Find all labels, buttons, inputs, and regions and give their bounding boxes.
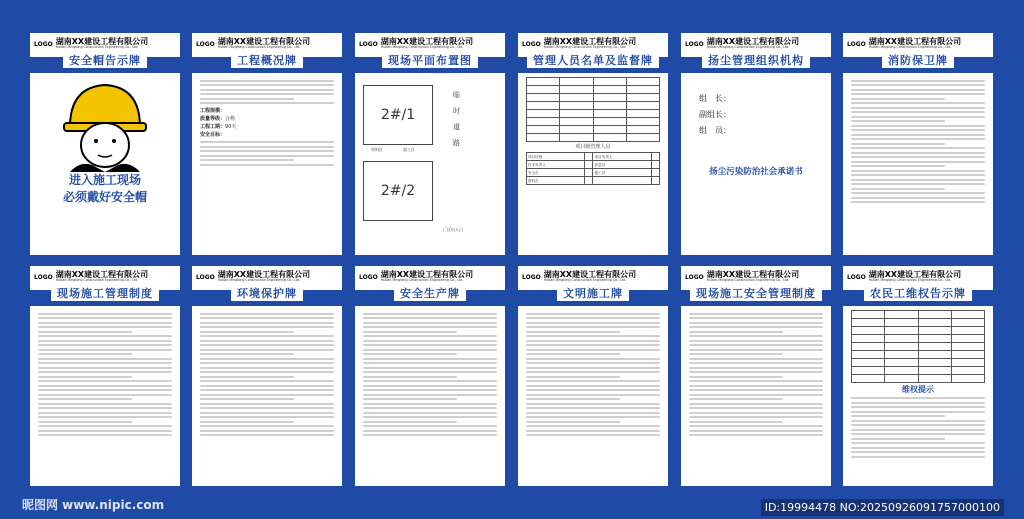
cell: 质量员 <box>593 161 651 169</box>
text-line <box>363 344 497 346</box>
company-name: 湖南XX建设工程有限公司 <box>706 270 800 280</box>
text-line <box>200 93 334 95</box>
company-name-en: HuNan Mingtong Construction Engineering Co., Ltd. <box>868 278 952 283</box>
text-line <box>526 358 660 360</box>
panel-title: 农民工维权告示牌 <box>864 285 972 301</box>
text-line <box>200 326 334 328</box>
company-name-en: HuNan Mingtong Construction Engineering Co., Ltd. <box>380 45 464 50</box>
panel-title: 安全生产牌 <box>394 285 466 301</box>
company-name: 湖南XX建设工程有限公司 <box>706 37 800 47</box>
text-line <box>38 398 132 400</box>
text-line <box>689 412 823 414</box>
text-line <box>363 421 457 423</box>
text-line <box>689 376 783 378</box>
road-label: 临时道路 <box>453 91 460 147</box>
text-line <box>851 197 985 199</box>
text-line <box>689 380 823 382</box>
kv-value: 90天 <box>225 123 237 130</box>
gate-label: 厂区出入口 <box>443 227 463 232</box>
sign-panel <box>518 33 668 255</box>
logo-text: LOGO <box>359 273 378 281</box>
panel-body <box>526 77 660 249</box>
text-line <box>851 161 985 163</box>
text-line <box>851 156 985 158</box>
text-line <box>363 389 497 391</box>
text-line <box>38 349 172 351</box>
text-line <box>200 89 334 91</box>
text-line <box>363 335 497 337</box>
company-name: 湖南XX建设工程有限公司 <box>543 37 637 47</box>
watermark-right: ID:19994478 NO:20250926091757000100 <box>761 499 1004 516</box>
text-line <box>38 331 132 333</box>
text-line <box>200 344 334 346</box>
text-line <box>200 155 334 157</box>
text-line <box>38 358 172 360</box>
text-line <box>689 317 823 319</box>
text-line <box>526 353 620 355</box>
text-line <box>200 331 294 333</box>
text-line <box>38 394 172 396</box>
company-name: 湖南XX建设工程有限公司 <box>868 270 962 280</box>
company-name: 湖南XX建设工程有限公司 <box>217 37 311 47</box>
company-name-en: HuNan Mingtong Construction Engineering Co., Ltd. <box>543 278 627 283</box>
text-line <box>689 407 823 409</box>
text-line <box>363 313 497 315</box>
panel-title: 工程概况牌 <box>231 52 303 68</box>
text-line <box>689 434 823 436</box>
text-line <box>689 322 823 324</box>
text-line <box>851 138 985 140</box>
text-line <box>200 412 334 414</box>
sign-panel <box>681 266 831 486</box>
text-line <box>200 407 334 409</box>
logo-text: LOGO <box>196 273 215 281</box>
text-line <box>200 371 334 373</box>
sign-panel <box>355 33 505 255</box>
text-line <box>38 385 172 387</box>
text-line <box>363 362 497 364</box>
text-line <box>200 146 334 148</box>
text-line <box>851 442 985 444</box>
text-line <box>200 353 294 355</box>
text-line <box>38 430 172 432</box>
text-line <box>200 358 334 360</box>
panel-body <box>363 310 497 480</box>
text-line <box>200 434 334 436</box>
panel-title: 现场施工管理制度 <box>51 285 159 301</box>
company-name: 湖南XX建设工程有限公司 <box>55 270 149 280</box>
sign-panel <box>30 33 180 255</box>
kv-key: 工程工期： <box>200 123 226 130</box>
text-line <box>689 403 823 405</box>
text-line <box>851 411 985 413</box>
text-line <box>363 430 497 432</box>
cell: 项目负责人 <box>593 153 651 161</box>
text-line <box>363 425 497 427</box>
text-line <box>200 335 334 337</box>
text-line <box>526 371 660 373</box>
text-line <box>526 389 660 391</box>
text-line <box>363 353 457 355</box>
text-line <box>851 125 985 127</box>
panel-body <box>851 310 985 480</box>
building-block-1: 2#/1 <box>363 85 433 145</box>
text-line <box>851 120 945 122</box>
text-line <box>363 358 497 360</box>
company-name: 湖南XX建设工程有限公司 <box>380 37 474 47</box>
text-line <box>38 313 172 315</box>
text-line <box>689 362 823 364</box>
text-line <box>851 447 985 449</box>
watermark-left: 昵图网 www.nipic.com <box>22 498 165 512</box>
text-line <box>689 353 783 355</box>
text-line <box>851 420 985 422</box>
sign-panel <box>30 266 180 486</box>
sign-panel <box>192 266 342 486</box>
staff-table-2 <box>526 152 660 185</box>
text-line <box>363 394 497 396</box>
logo-text: LOGO <box>847 40 866 48</box>
text-line <box>363 416 497 418</box>
sign-panel <box>681 33 831 255</box>
text-line <box>851 84 985 86</box>
text-line <box>38 376 132 378</box>
text-line <box>526 430 660 432</box>
text-line <box>851 433 985 435</box>
text-line <box>689 394 823 396</box>
logo-text: LOGO <box>847 273 866 281</box>
text-line <box>363 376 457 378</box>
kv-value: 合格 <box>225 115 236 122</box>
text-line <box>526 331 620 333</box>
text-line <box>363 434 497 436</box>
sign-panel <box>843 266 993 486</box>
panel-title: 环境保护牌 <box>231 285 303 301</box>
text-line <box>200 84 334 86</box>
logo-text: LOGO <box>34 40 53 48</box>
slogan-line-2: 必须戴好安全帽 <box>62 190 147 204</box>
text-line <box>851 438 945 440</box>
text-line <box>526 326 660 328</box>
company-name: 湖南XX建设工程有限公司 <box>55 37 149 47</box>
text-line <box>526 376 620 378</box>
text-line <box>526 367 660 369</box>
panel-body <box>363 77 497 249</box>
text-line <box>200 159 294 161</box>
text-line <box>851 406 985 408</box>
panel-title: 消防保卫牌 <box>882 52 954 68</box>
text-line <box>363 317 497 319</box>
text-line <box>689 385 823 387</box>
table-subtitle: 项目级管理人员 <box>575 144 611 150</box>
text-line <box>526 313 660 315</box>
cell: 安全员 <box>527 169 585 177</box>
text-line <box>526 317 660 319</box>
company-name: 湖南XX建设工程有限公司 <box>380 270 474 280</box>
text-line <box>851 192 985 194</box>
text-line <box>851 402 985 404</box>
panel-title: 管理人员名单及监督牌 <box>527 52 659 68</box>
text-line <box>851 134 985 136</box>
text-line <box>689 398 783 400</box>
text-line <box>200 425 334 427</box>
text-line <box>38 407 172 409</box>
panel-title: 扬尘管理组织机构 <box>702 52 810 68</box>
text-line <box>363 403 497 405</box>
text-line <box>38 389 172 391</box>
text-line <box>200 349 334 351</box>
text-line <box>38 344 172 346</box>
text-line <box>689 358 823 360</box>
text-line <box>851 152 985 154</box>
text-line <box>689 335 823 337</box>
logo-text: LOGO <box>359 40 378 48</box>
material-area-label: 材料区 <box>371 147 383 152</box>
company-name-en: HuNan Mingtong Construction Engineering Co., Ltd. <box>706 45 790 50</box>
text-line <box>526 412 660 414</box>
text-line <box>526 322 660 324</box>
text-line <box>689 340 823 342</box>
text-line <box>689 430 823 432</box>
text-line <box>38 416 172 418</box>
text-line <box>689 389 823 391</box>
text-line <box>38 403 172 405</box>
process-area-label: 加工区 <box>403 147 415 152</box>
text-line <box>200 416 334 418</box>
text-line <box>38 362 172 364</box>
text-line <box>851 165 945 167</box>
text-line <box>851 147 985 149</box>
text-line <box>200 322 334 324</box>
company-name: 湖南XX建设工程有限公司 <box>543 270 637 280</box>
text-line <box>689 326 823 328</box>
panel-title: 安全帽告示牌 <box>63 52 147 68</box>
text-line <box>851 111 985 113</box>
text-line <box>38 371 172 373</box>
text-line <box>851 201 985 203</box>
text-line <box>689 313 823 315</box>
text-line <box>851 170 985 172</box>
text-line <box>526 403 660 405</box>
text-line <box>689 421 783 423</box>
logo-text: LOGO <box>196 40 215 48</box>
building-block-2: 2#/2 <box>363 161 433 221</box>
text-line <box>38 434 172 436</box>
text-line <box>526 385 660 387</box>
text-line <box>200 313 334 315</box>
text-line <box>689 344 823 346</box>
panel-body <box>851 77 985 249</box>
sign-panel <box>518 266 668 486</box>
text-line <box>851 397 985 399</box>
text-line <box>851 456 985 458</box>
text-line <box>38 412 172 414</box>
text-line <box>526 380 660 382</box>
sign-panel <box>192 33 342 255</box>
text-line <box>526 394 660 396</box>
text-line <box>200 398 294 400</box>
text-line <box>200 380 334 382</box>
text-line <box>526 349 660 351</box>
company-name-en: HuNan Mingtong Construction Engineering Co., Ltd. <box>706 278 790 283</box>
text-line <box>851 429 985 431</box>
company-name-en: HuNan Mingtong Construction Engineering Co., Ltd. <box>217 45 301 50</box>
text-line <box>526 344 660 346</box>
text-line <box>200 376 294 378</box>
logo-text: LOGO <box>685 40 704 48</box>
text-line <box>200 362 334 364</box>
logo-text: LOGO <box>522 273 541 281</box>
text-line <box>526 421 620 423</box>
text-line <box>851 89 985 91</box>
text-line <box>200 394 334 396</box>
text-line <box>38 326 172 328</box>
panel-body <box>526 310 660 480</box>
text-line <box>851 188 945 190</box>
sign-panel <box>843 33 993 255</box>
text-line <box>200 421 294 423</box>
text-line <box>38 421 132 423</box>
text-line <box>851 107 985 109</box>
rights-subtitle: 维权提示 <box>902 385 934 394</box>
text-line <box>526 416 660 418</box>
worker-helmet-icon <box>50 77 160 172</box>
text-line <box>689 349 823 351</box>
company-name: 湖南XX建设工程有限公司 <box>217 270 311 280</box>
text-line <box>38 322 172 324</box>
promise-title: 扬尘污染防治社会承诺书 <box>709 167 803 177</box>
staff-table <box>526 77 660 142</box>
panel-title: 现场平面布置图 <box>382 52 478 68</box>
company-name-en: HuNan Mingtong Construction Engineering Co., Ltd. <box>55 278 139 283</box>
company-name-en: HuNan Mingtong Construction Engineering Co., Ltd. <box>868 45 952 50</box>
text-line <box>851 93 985 95</box>
text-line <box>200 102 334 104</box>
text-line <box>851 116 985 118</box>
text-line <box>38 335 172 337</box>
text-line <box>38 340 172 342</box>
text-line <box>200 150 334 152</box>
cell: 施工员 <box>593 169 651 177</box>
text-line <box>200 141 334 143</box>
text-line <box>851 451 985 453</box>
text-line <box>851 183 985 185</box>
text-line <box>526 340 660 342</box>
deputy-label: 副组长： <box>699 110 731 119</box>
cell: 资料员 <box>527 177 585 185</box>
kv-key: 质量等级： <box>200 115 226 122</box>
panel-body <box>689 310 823 480</box>
text-line <box>363 380 497 382</box>
kv-key: 工程规模： <box>200 107 226 114</box>
rights-table <box>851 310 985 383</box>
text-line <box>363 349 497 351</box>
text-line <box>200 385 334 387</box>
text-line <box>851 143 945 145</box>
kv-key: 安全目标： <box>200 131 226 138</box>
text-line <box>851 129 985 131</box>
company-name: 湖南XX建设工程有限公司 <box>868 37 962 47</box>
text-line <box>363 326 497 328</box>
text-line <box>851 179 985 181</box>
text-line <box>363 412 497 414</box>
text-line <box>526 362 660 364</box>
company-name-en: HuNan Mingtong Construction Engineering Co., Ltd. <box>543 45 627 50</box>
company-name-en: HuNan Mingtong Construction Engineering Co., Ltd. <box>55 45 139 50</box>
company-name-en: HuNan Mingtong Construction Engineering Co., Ltd. <box>380 278 464 283</box>
text-line <box>200 430 334 432</box>
sign-panel <box>355 266 505 486</box>
text-line <box>363 398 457 400</box>
text-line <box>851 102 985 104</box>
text-line <box>689 331 783 333</box>
logo-text: LOGO <box>685 273 704 281</box>
leader-label: 组 长： <box>699 94 731 103</box>
text-line <box>363 340 497 342</box>
text-line <box>38 353 132 355</box>
text-line <box>200 164 334 166</box>
text-line <box>38 367 172 369</box>
text-line <box>200 317 334 319</box>
text-line <box>200 403 334 405</box>
text-line <box>689 425 823 427</box>
company-name-en: HuNan Mingtong Construction Engineering Co., Ltd. <box>217 278 301 283</box>
panel-title: 现场施工安全管理制度 <box>690 285 822 301</box>
text-line <box>689 371 823 373</box>
cell: 项目经理 <box>527 153 585 161</box>
text-line <box>200 340 334 342</box>
logo-text: LOGO <box>522 40 541 48</box>
text-line <box>526 425 660 427</box>
text-line <box>200 98 294 100</box>
slogan-line-1: 进入施工现场 <box>68 173 141 187</box>
text-line <box>526 407 660 409</box>
logo-text: LOGO <box>34 273 53 281</box>
text-line <box>363 322 497 324</box>
text-line <box>363 371 497 373</box>
cell: 技术负责人 <box>527 161 585 169</box>
panel-body <box>38 77 172 249</box>
member-label: 组 员： <box>699 126 731 135</box>
text-line <box>200 367 334 369</box>
panel-body <box>200 77 334 249</box>
text-line <box>851 98 945 100</box>
text-line <box>38 380 172 382</box>
panel-body <box>38 310 172 480</box>
text-line <box>851 80 985 82</box>
text-line <box>38 317 172 319</box>
text-line <box>851 424 985 426</box>
text-line <box>526 335 660 337</box>
panel-body <box>200 310 334 480</box>
text-line <box>851 174 985 176</box>
text-line <box>526 434 660 436</box>
text-line <box>363 407 497 409</box>
panel-body <box>689 77 823 249</box>
panel-title: 文明施工牌 <box>557 285 629 301</box>
text-line <box>200 80 334 82</box>
text-line <box>851 415 945 417</box>
text-line <box>200 389 334 391</box>
text-line <box>363 385 497 387</box>
text-line <box>526 398 620 400</box>
text-line <box>363 367 497 369</box>
text-line <box>363 331 457 333</box>
text-line <box>689 367 823 369</box>
text-line <box>38 425 172 427</box>
text-line <box>689 416 823 418</box>
